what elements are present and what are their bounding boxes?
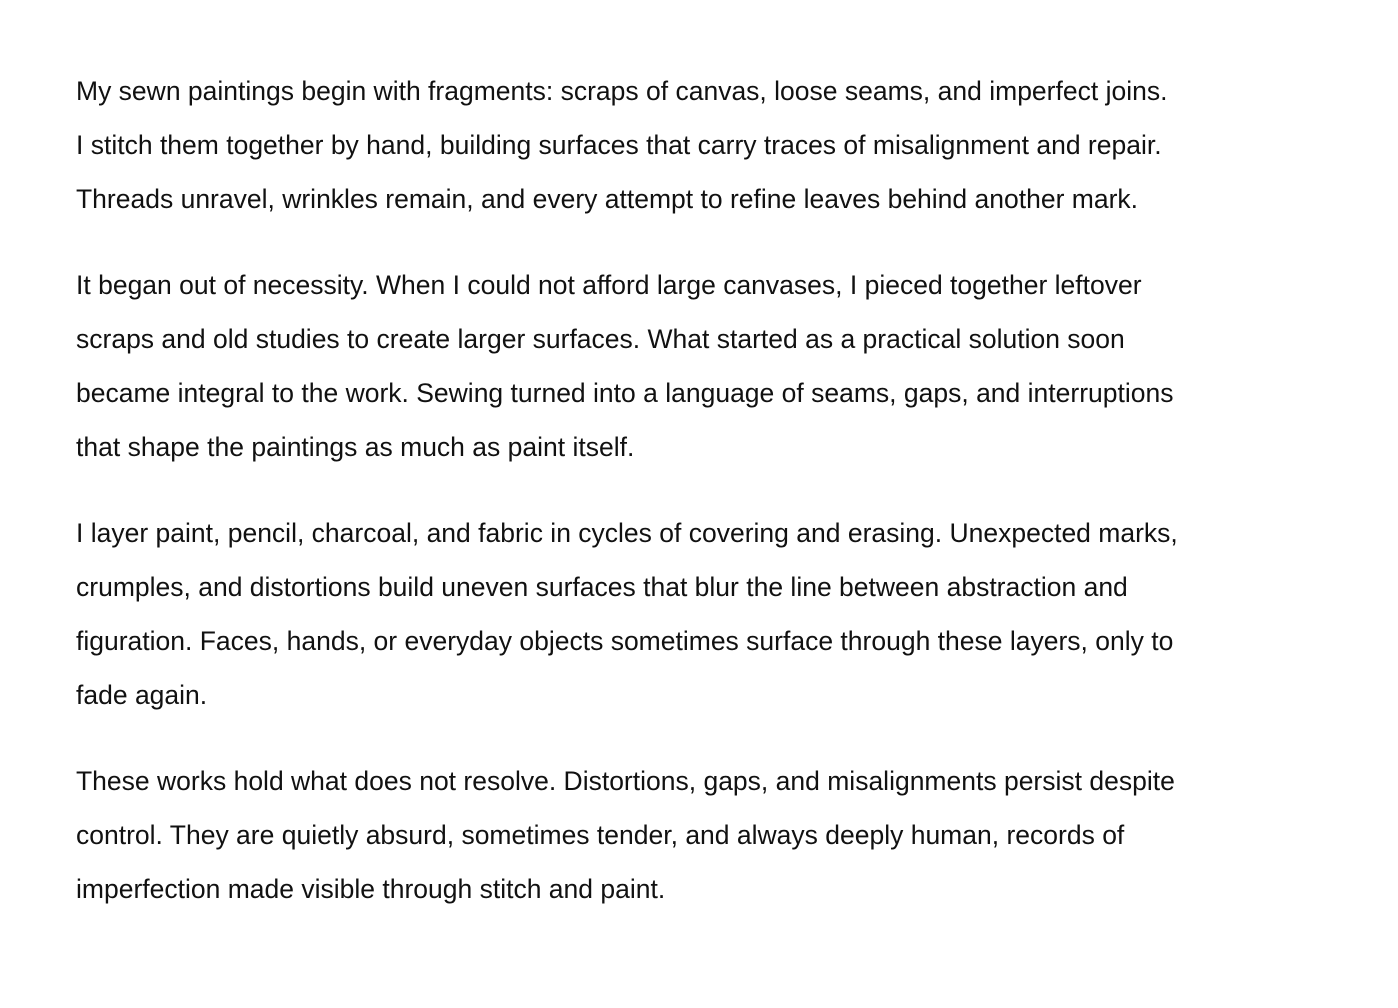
text-line: It began out of necessity. When I could not afford large canvases, I pieced together leftover: [76, 270, 1142, 300]
text-line: that shape the paintings as much as paint itself.: [76, 432, 635, 462]
text-line: became integral to the work. Sewing turned into a language of seams, gaps, and interruptions: [76, 378, 1174, 408]
artist-statement: [76, 64, 1326, 948]
paragraph-1: [76, 64, 1326, 226]
text-line: These works hold what does not resolve. Distortions, gaps, and misalignments persist despite: [76, 766, 1175, 796]
text-line: I stitch them together by hand, building surfaces that carry traces of misalignment and repair.: [76, 130, 1162, 160]
paragraph-4: [76, 754, 1326, 916]
text-line: figuration. Faces, hands, or everyday objects sometimes surface through these layers, only to: [76, 626, 1174, 656]
text-line: imperfection made visible through stitch and paint.: [76, 874, 666, 904]
text-line: scraps and old studies to create larger surfaces. What started as a practical solution soon: [76, 324, 1125, 354]
paragraph-2: [76, 258, 1326, 474]
paragraph-3: [76, 506, 1326, 722]
text-line: I layer paint, pencil, charcoal, and fabric in cycles of covering and erasing. Unexpected marks,: [76, 518, 1178, 548]
text-line: crumples, and distortions build uneven surfaces that blur the line between abstraction and: [76, 572, 1128, 602]
text-line: Threads unravel, wrinkles remain, and every attempt to refine leaves behind another mark.: [76, 184, 1139, 214]
text-line: control. They are quietly absurd, sometimes tender, and always deeply human, records of: [76, 820, 1125, 850]
text-line: fade again.: [76, 680, 208, 710]
text-line: My sewn paintings begin with fragments: scraps of canvas, loose seams, and imperfect joins.: [76, 76, 1168, 106]
